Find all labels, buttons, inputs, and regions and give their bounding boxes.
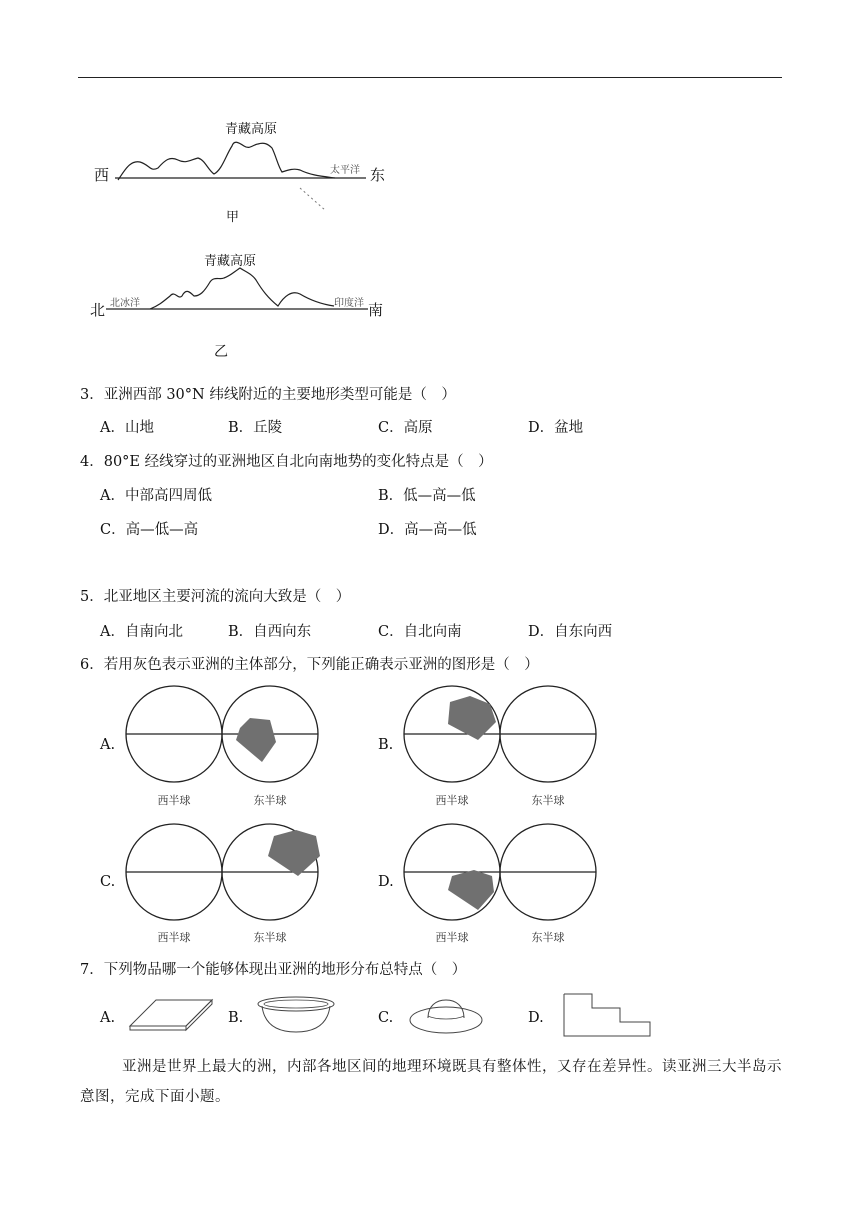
question-7-option-a-slab-icon[interactable] — [126, 996, 216, 1036]
profile-jia-ocean-label: 太平洋 — [330, 165, 360, 176]
question-6-option-c[interactable]: C. — [100, 874, 116, 890]
passage-text: 亚洲是世界上最大的洲，内部各地区间的地理环境既具有整体性，又存在差异性。读亚洲三大半岛示意图，完成下面小题。 — [80, 1059, 782, 1105]
question-6-option-a-west-label: 西半球 — [157, 794, 191, 807]
profile-jia-caption: 甲 — [226, 210, 240, 225]
question-7-option-d-steps-icon[interactable] — [562, 992, 654, 1038]
profile-yi-graph — [0, 0, 860, 360]
question-7-option-b[interactable]: B. — [228, 1010, 244, 1026]
question-6-option-a-east-label: 东半球 — [253, 794, 287, 807]
question-7-option-a[interactable]: A. — [100, 1010, 116, 1026]
question-7-option-c-hat-icon[interactable] — [406, 994, 486, 1038]
profile-yi-ocean-right-label: 印度洋 — [334, 298, 364, 309]
question-3-option-a[interactable]: A．山地 — [100, 420, 154, 436]
profile-yi-ocean-left-label: 北冰洋 — [110, 298, 140, 309]
question-6-option-b-figure[interactable] — [398, 682, 608, 788]
profile-yi-title: 青藏高原 — [204, 254, 257, 269]
question-5-option-c[interactable]: C．自北向南 — [378, 624, 462, 640]
question-4-option-c[interactable]: C．高—低—高 — [100, 522, 199, 538]
question-6-option-c-east-label: 东半球 — [253, 931, 287, 944]
question-6-option-d-west-label: 西半球 — [435, 931, 469, 944]
question-6-option-a-figure[interactable] — [120, 682, 330, 788]
question-5-option-d[interactable]: D．自东向西 — [528, 624, 613, 640]
question-3-option-b[interactable]: B．丘陵 — [228, 420, 283, 436]
profile-yi-south-label: 南 — [368, 301, 384, 319]
question-3-stem: 3．亚洲西部 30°N 纬线附近的主要地形类型可能是（ ） — [80, 387, 456, 403]
question-5-option-a[interactable]: A．自南向北 — [100, 624, 183, 640]
question-3-option-c[interactable]: C．高原 — [378, 420, 433, 436]
question-5-stem: 5．北亚地区主要河流的流向大致是（ ） — [80, 589, 351, 605]
question-4-option-d[interactable]: D．高—高—低 — [378, 522, 477, 538]
question-7-option-b-basin-icon[interactable] — [254, 994, 338, 1038]
profile-yi-caption: 乙 — [214, 344, 228, 360]
question-6-option-d[interactable]: D. — [378, 874, 394, 890]
profile-jia-title: 青藏高原 — [225, 122, 278, 137]
question-6-option-b[interactable]: B. — [378, 737, 394, 753]
question-6-option-d-east-label: 东半球 — [531, 931, 565, 944]
question-6-option-d-figure[interactable] — [398, 820, 608, 926]
question-6-stem: 6．若用灰色表示亚洲的主体部分，下列能正确表示亚洲的图形是（ ） — [80, 657, 539, 673]
question-7-stem: 7．下列物品哪一个能够体现出亚洲的地形分布总特点（ ） — [80, 962, 467, 978]
question-3-option-d[interactable]: D．盆地 — [528, 420, 584, 436]
question-6-option-b-east-label: 东半球 — [531, 794, 565, 807]
question-6-option-c-figure[interactable] — [120, 820, 330, 926]
profile-jia-east-label: 东 — [370, 166, 386, 184]
question-7-option-d[interactable]: D. — [528, 1010, 544, 1026]
question-4-option-b[interactable]: B．低—高—低 — [378, 488, 476, 504]
question-7-option-c[interactable]: C. — [378, 1010, 394, 1026]
profile-jia-west-label: 西 — [94, 166, 110, 184]
question-4-option-a[interactable]: A．中部高四周低 — [100, 488, 212, 504]
question-5-option-b[interactable]: B．自西向东 — [228, 624, 312, 640]
question-6-option-c-west-label: 西半球 — [157, 931, 191, 944]
question-6-option-a[interactable]: A. — [100, 737, 116, 753]
question-6-option-b-west-label: 西半球 — [435, 794, 469, 807]
question-4-stem: 4．80°E 经线穿过的亚洲地区自北向南地势的变化特点是（ ） — [80, 454, 493, 470]
profile-yi-north-label: 北 — [90, 301, 106, 319]
